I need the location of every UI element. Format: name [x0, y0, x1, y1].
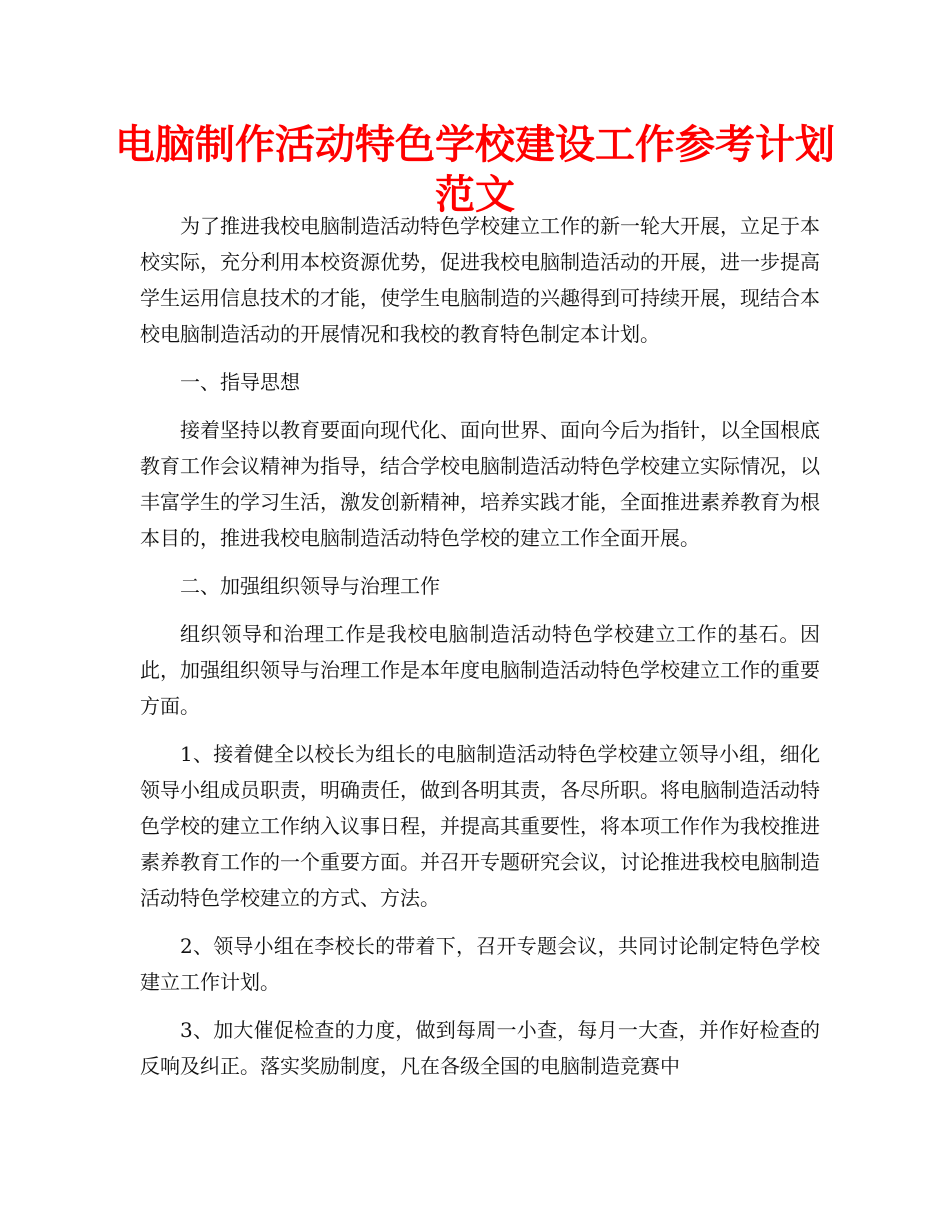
item-2-paragraph: 2、领导小组在李校长的带着下，召开专题会议，共同讨论制定特色学校建立工作计划。 — [140, 934, 820, 994]
document-body — [140, 208, 820, 1096]
item-3-paragraph: 3、加大催促检查的力度，做到每周一小查，每月一大查，并作好检查的反响及纠正。落实奖励制度，凡在各级全国的电脑制造竞赛中 — [140, 1018, 820, 1078]
organization-paragraph: 组织领导和治理工作是我校电脑制造活动特色学校建立工作的基石。因此，加强组织领导与治理工作是本年度电脑制造活动特色学校建立工作的重要方面。 — [140, 622, 820, 718]
title-line-2: 范文 — [435, 172, 515, 218]
document-title — [100, 120, 850, 220]
guiding-thought-paragraph: 接着坚持以教育要面向现代化、面向世界、面向今后为指针，以全国根底教育工作会议精神为指导，结合学校电脑制造活动特色学校建立实际情况，以丰富学生的学习生活，激发创新精神，培养实践才能，全面推进素养教育为根本目的，推进我校电脑制造活动特色学校的建立工作全面开展。 — [140, 418, 820, 550]
section-heading-organization: 二、加强组织领导与治理工作 — [180, 574, 440, 598]
intro-paragraph: 为了推进我校电脑制造活动特色学校建立工作的新一轮大开展，立足于本校实际，充分利用本校资源优势，促进我校电脑制造活动的开展，进一步提高学生运用信息技术的才能，使学生电脑制造的兴趣得到可持续开展，现结合本校电脑制造活动的开展情况和我校的教育特色制定本计划。 — [140, 214, 820, 346]
item-1-paragraph: 1、接着健全以校长为组长的电脑制造活动特色学校建立领导小组，细化领导小组成员职责，明确责任，做到各明其责，各尽所职。将电脑制造活动特色学校的建立工作纳入议事日程，并提高其重要性，将本项工作作为我校推进素养教育工作的一个重要方面。并召开专题研究会议，讨论推进我校电脑制造活动特色学校建立的方式、方法。 — [140, 742, 820, 910]
section-heading-guiding-thought: 一、指导思想 — [180, 370, 300, 394]
title-line-1: 电脑制作活动特色学校建设工作参考计划 — [115, 122, 835, 168]
